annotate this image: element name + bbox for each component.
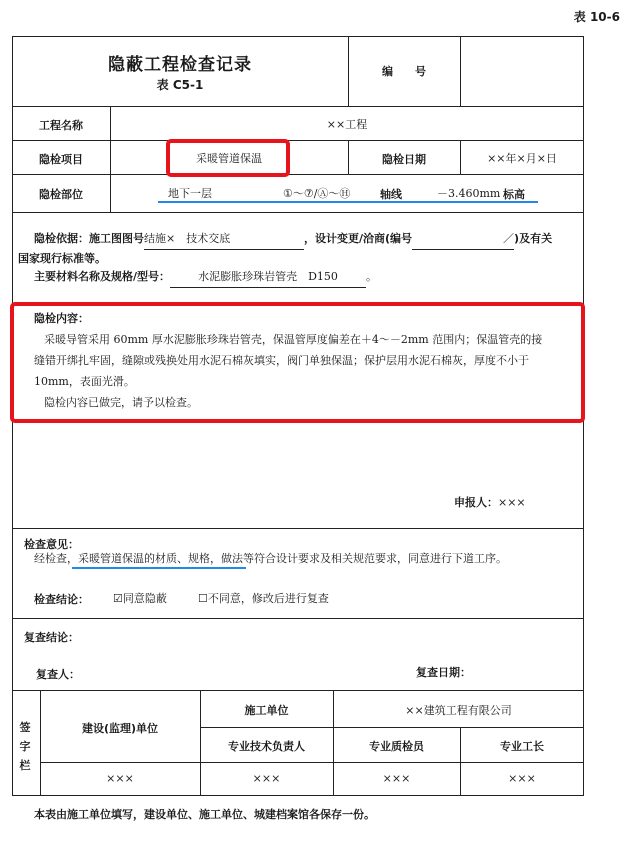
- content-label: 隐检内容：: [34, 312, 89, 325]
- recheck-date-label: 复查日期：: [416, 666, 471, 679]
- contractor-name: ××建筑工程有限公司: [405, 704, 512, 717]
- location-axis: ①～⑦/Ⓐ～Ⓗ: [283, 187, 351, 200]
- item-value: 采暖管道保温: [196, 152, 262, 165]
- applicant: [454, 494, 526, 510]
- agree-option[interactable]: ☑同意隐蔽: [113, 592, 167, 605]
- date-label: 隐检日期: [382, 153, 426, 166]
- basis-line: [34, 228, 552, 250]
- basis-text-change: ，设计变更/洽商(编号: [304, 232, 413, 245]
- conclusion-label: 检查结论：: [34, 593, 89, 606]
- applicant-value: ×××: [498, 496, 526, 509]
- material-line: [34, 266, 377, 288]
- signature-column-label: 签字栏: [19, 721, 31, 772]
- material-label: 主要材料名称及规格/型号：: [34, 270, 171, 283]
- highlight-box-content: [10, 302, 585, 423]
- row-divider: [40, 762, 584, 763]
- axis-word: 轴线: [380, 188, 402, 201]
- underline-opinion: [72, 567, 246, 569]
- role-tech-lead: 专业技术负责人: [228, 740, 305, 753]
- material-value: 水泥膨胀珍珠岩管壳 D150: [170, 266, 366, 288]
- basis-code: ／: [412, 228, 514, 250]
- footer-note: 本表由施工单位填写，建设单位、施工单位、城建档案馆各保存一份。: [34, 808, 375, 821]
- basis-label: 隐检依据：: [34, 232, 89, 245]
- form-code: 表 C5-1: [156, 78, 204, 92]
- row-divider: [200, 727, 584, 728]
- rechecker-label: 复查人：: [36, 668, 80, 681]
- signature-foreman: ×××: [508, 772, 536, 785]
- content-line-3: 10mm，表面光滑。: [34, 375, 135, 388]
- highlight-box-item: [166, 139, 290, 177]
- opinion-text: 经检查，采暖管道保温的材质、规格，做法等符合设计要求及相关规范要求，同意进行下道工序。: [34, 552, 507, 565]
- row-divider: [12, 618, 584, 619]
- project-name-value: ××工程: [326, 118, 368, 131]
- opinion-label: 检查意见：: [24, 538, 79, 551]
- row-divider: [12, 140, 584, 141]
- date-value: ××年×月×日: [487, 152, 557, 165]
- basis-text-standard: )及有关: [514, 232, 553, 245]
- table-number: 表 10-6: [573, 10, 620, 24]
- elevation-word: 标高: [503, 188, 525, 201]
- basis-line-2: 国家现行标准等。: [18, 252, 106, 265]
- row-divider: [12, 212, 584, 213]
- role-foreman: 专业工长: [500, 740, 544, 753]
- col-divider: [460, 36, 461, 106]
- content-line-1: 采暖导管采用 60mm 厚水泥膨胀珍珠岩管壳，保温管厚度偏差在＋4～－2mm 范围内；保温管壳的接: [44, 333, 543, 346]
- underline-location: [158, 201, 538, 203]
- material-end: 。: [366, 270, 378, 283]
- signature-tech-lead: ×××: [252, 772, 281, 785]
- row-divider: [12, 690, 584, 691]
- location-floor: 地下一层: [168, 187, 212, 200]
- signature-owner: ×××: [106, 772, 134, 785]
- elevation-value: －3.460mm: [437, 187, 501, 200]
- signature-qc: ×××: [382, 772, 411, 785]
- recheck-label: 复查结论：: [24, 631, 79, 644]
- row-divider: [12, 174, 584, 175]
- row-divider: [12, 106, 584, 107]
- row-divider: [12, 528, 584, 529]
- disagree-option[interactable]: ☐不同意，修改后进行复查: [198, 592, 329, 605]
- project-name-label: 工程名称: [39, 119, 83, 132]
- contractor-label: 施工单位: [244, 704, 289, 717]
- basis-text-drawing: 施工图图号: [89, 232, 144, 245]
- role-qc-inspector: 专业质检员: [369, 740, 424, 753]
- form-title: 隐蔽工程检查记录: [108, 55, 252, 75]
- applicant-label: 申报人：: [454, 496, 498, 509]
- content-line-2: 缝错开绑扎牢固，缝隙或残换处用水泥石棉灰填实，阀门单独保温；保护层用水泥石棉灰，厚度不小于: [34, 354, 529, 367]
- owner-label: 建设(监理)单位: [81, 722, 159, 735]
- location-label: 隐检部位: [39, 188, 83, 201]
- content-line-4: 隐检内容已做完，请予以检查。: [44, 396, 198, 409]
- item-label: 隐检项目: [39, 153, 83, 166]
- number-label: 编 号: [382, 65, 426, 78]
- basis-value: 结施× 技术交底: [144, 228, 304, 250]
